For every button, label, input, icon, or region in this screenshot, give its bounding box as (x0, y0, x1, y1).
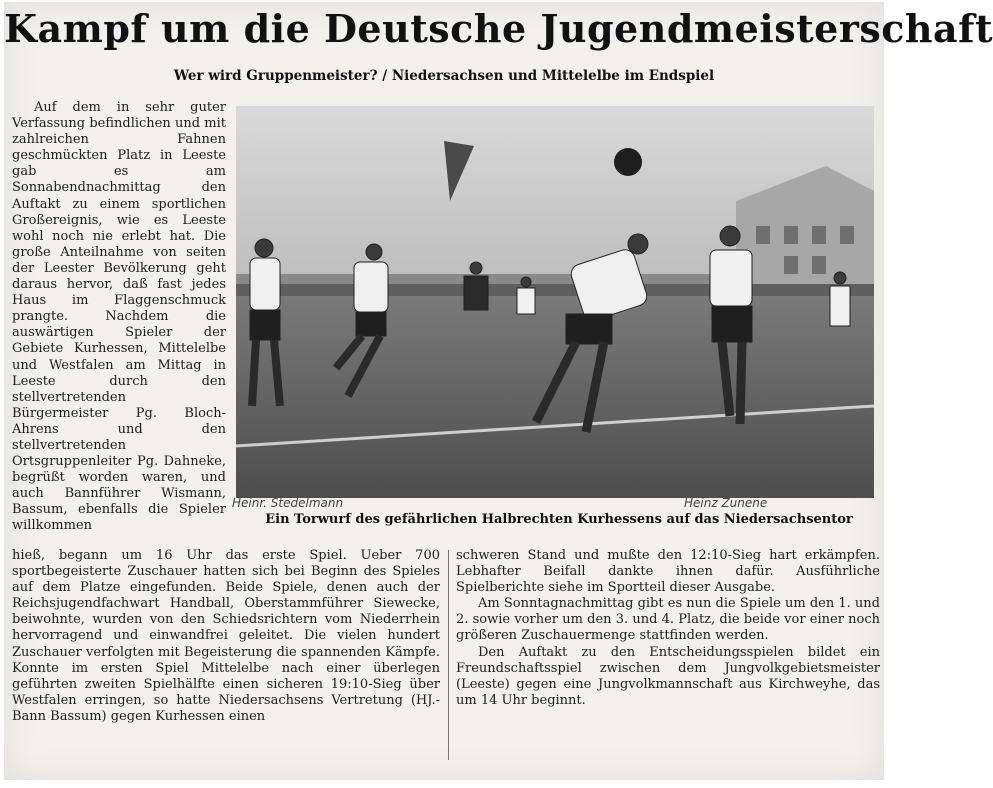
headline: Kampf um die Deutsche Jugendmeisterschaft (4, 6, 993, 51)
column-right-text (456, 548, 880, 709)
photo-credit-right: Heinz Zunene (684, 496, 768, 510)
photo-caption: Ein Torwurf des gefährlichen Halbrechten Kurhessens auf das Niedersachsentor (265, 512, 853, 527)
handball-match-photo (236, 106, 874, 498)
column-right-paragraph: schweren Stand und mußte den 12:10-Sieg hart erkämpfen. Lebhafter Beifall dankte ihnen dafür. Ausführliche Spielberichte siehe im Sportteil dieser Ausgabe. (456, 548, 880, 596)
photo-credit-left: Heinr. Stedelmann (232, 496, 344, 510)
column-middle-text: hieß, begann um 16 Uhr das erste Spiel. Ueber 700 sportbegeisterte Zuschauer hatten sich bei Beginn des Spieles auf dem Platze eingefunden. Beide Spiele, denen auch der Reichsjugendfachwart Handball, Oberstammführer Siewecke, beiwohnte, wurden von den Schiedsrichtern vom Niederrhein hervorragend und einwandfrei geleitet. Die vielen hundert Zuschauer verfolgten mit Begeisterung die spannenden Kämpfe. Konnte im ersten Spiel Mittelelbe nach einer überlegen geführten zweiten Spielhälfte einen sicheren 19:10-Sieg über Westfalen erringen, so hatte Niedersachsens Vertretung (HJ.-Bann Bassum) gegen Kurhessen einen (12, 548, 440, 724)
column-right-paragraph: Den Auftakt zu den Entscheidungsspielen bildet ein Freundschaftsspiel zwischen dem Jungvolkgebietsmeister (Leeste) gegen eine Jungvolkmannschaft aus Kirchweyhe, das um 14 Uhr beginnt. (456, 644, 880, 708)
newspaper-clipping (4, 2, 993, 780)
column-left-text: Auf dem in sehr guter Verfassung befindlichen und mit zahlreichen Fahnen geschmückten Platz in Leeste gab es am Sonnabendnachmittag den Auftakt zu einem sportlichen Großereignis, wie es Leeste wohl noch nie erlebt hat. Die große Anteilnahme von seiten der Leester Bevölkerung geht daraus hervor, daß fast jedes Haus im Flaggenschmuck prangte. Nachdem die auswärtigen Spieler der Gebiete Kurhessen, Mittelelbe und Westfalen am Mittag in Leeste durch den stellvertretenden Bürgermeister Pg. Bloch-Ahrens und den stellvertretenden Ortsgruppenleiter Pg. Dahneke, begrüßt worden waren, und auch Bannführer Wismann, Bassum, ebenfalls die Spieler willkommen (12, 100, 226, 534)
match-photo (236, 106, 874, 498)
column-divider (448, 550, 449, 760)
subheadline: Wer wird Gruppenmeister? / Niedersachsen und Mittelelbe im Endspiel (173, 68, 715, 84)
column-right-paragraph: Am Sonntagnachmittag gibt es nun die Spiele um den 1. und 2. sowie vorher um den 3. und 4. Platz, die beide vor einer noch größeren Zuschauermenge stattfinden werden. (456, 596, 880, 644)
